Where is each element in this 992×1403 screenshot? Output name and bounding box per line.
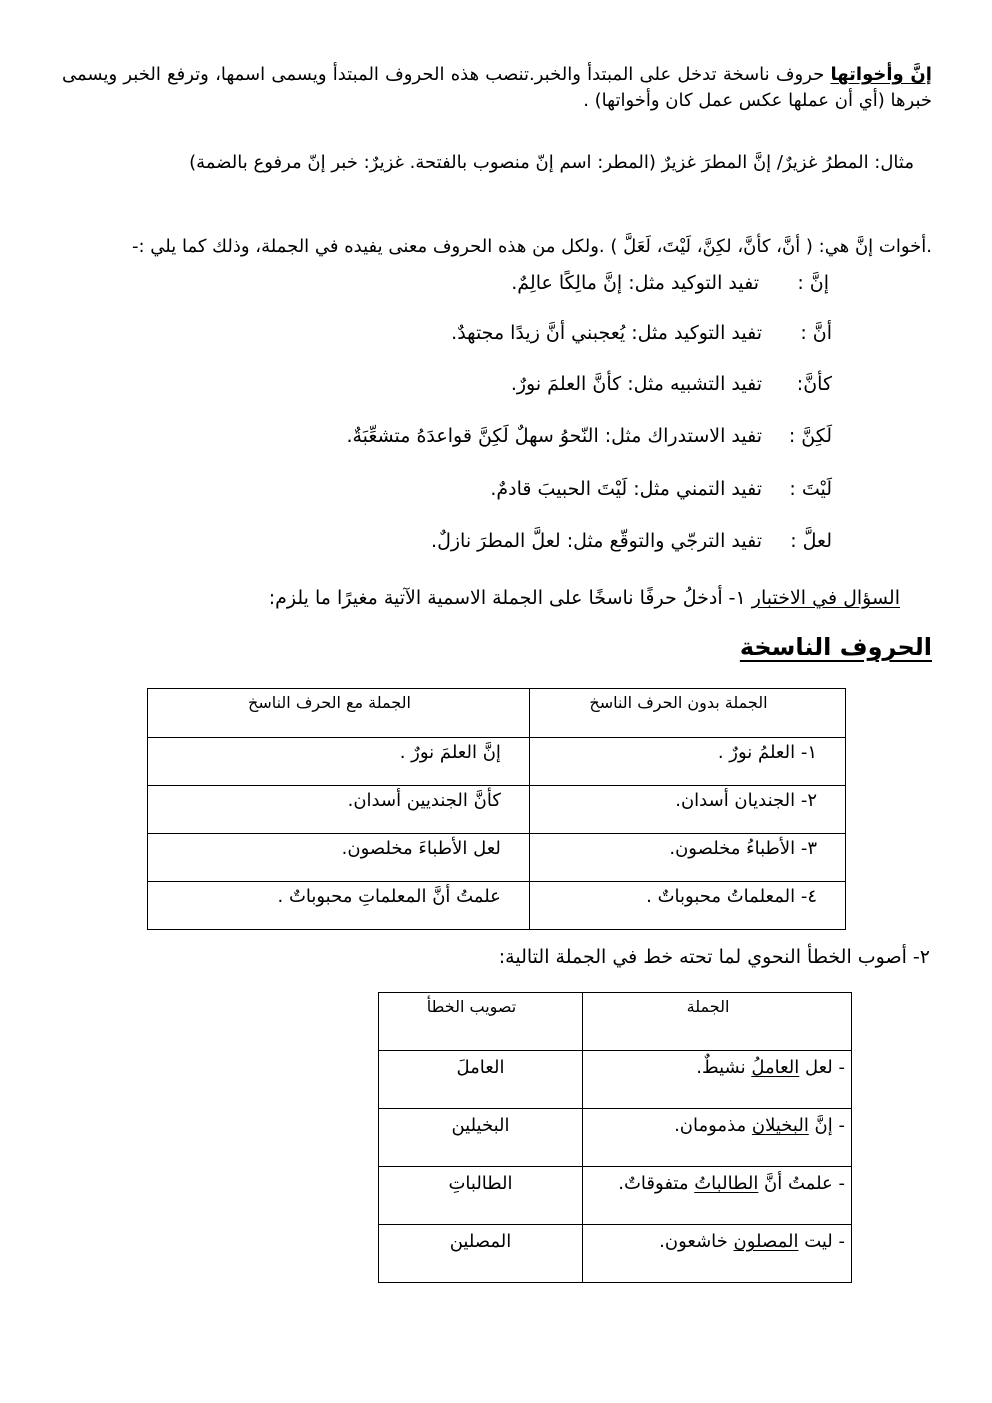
section-heading: الحروف الناسخة [739, 633, 932, 661]
column-header: الجملة [583, 993, 852, 1051]
particle-item: كأنَّ:تفيد التشبيه مثل: كأنَّ العلمَ نورٌ. [510, 373, 832, 395]
sisters-paragraph [58, 232, 932, 261]
particle-item: لَيْتَ :تفيد التمني مثل: لَيْتَ الحبيبَ قادمٌ. [490, 478, 832, 500]
particle-item: إنَّ :تفيد التوكيد مثل: إنَّ مالِكًا عالِمٌ. [511, 272, 829, 294]
table-row: - ليت المصلون خاشعون. المصلين [379, 1225, 852, 1283]
table-row: - إنَّ البخيلان مذمومان. البخيلين [379, 1109, 852, 1167]
table-row: - لعل العاملُ نشيطٌ. العاملَ [379, 1051, 852, 1109]
exam-question [269, 585, 900, 611]
example-paragraph: مثال: المطرُ غزيرٌ/ إنَّ المطرَ غزيرٌ (المطر: اسم إنّ منصوب بالفتحة. غزيرٌ: خبر إنّ مرفوع بالضمة) [189, 152, 914, 173]
particle-item: لَكِنَّ :تفيد الاستدراك مثل: النّحوُ سهلٌ لَكِنَّ قواعدَهُ متشعِّبَةٌ. [346, 425, 832, 447]
table-row: - علمتُ أنَّ الطالباتُ متفوقاتٌ. الطالباتِ [379, 1167, 852, 1225]
table-row: ١- العلمُ نورٌ . إنَّ العلمَ نورٌ . [148, 738, 846, 786]
table-row: ٤- المعلماتُ محبوباتٌ . علمتُ أنَّ المعلماتِ محبوباتٌ . [148, 882, 846, 930]
column-header: الجملة مع الحرف الناسخ [148, 689, 530, 738]
table-row: ٣- الأطباءُ مخلصون. لعل الأطباءَ مخلصون. [148, 834, 846, 882]
column-header: تصويب الخطأ [379, 993, 583, 1051]
nawasikh-table [147, 688, 846, 930]
intro-text: حروف ناسخة تدخل على المبتدأ والخبر.تنصب هذه الحروف المبتدأ ويسمى اسمها، وترفع الخبر ويسمى خبرها (أي أن عملها عكس عمل كان وأخواتها) . [62, 64, 932, 111]
exam-label: السؤال في الاختبار [751, 587, 900, 609]
lesson-title: إنَّ وأخواتها [830, 64, 932, 85]
particle-item: أنَّ :تفيد التوكيد مثل: يُعجبني أنَّ زيدًا مجتهدٌ. [451, 322, 832, 344]
question-2: ٢- أصوب الخطأ النحوي لما تحته خط في الجملة التالية: [498, 946, 930, 968]
column-header: الجملة بدون الحرف الناسخ [529, 689, 845, 738]
intro-paragraph [62, 62, 932, 114]
correction-table [378, 992, 852, 1283]
sisters-text: .أخوات إنَّ هي: ( أنَّ، كأنَّ، لكِنَّ، لَيْتَ، لَعَلَّ ) .ولكل من هذه الحروف معنى يفيده في الجملة، وذلك كما يلي :- [132, 236, 932, 257]
table-row: ٢- الجنديان أسدان. كأنَّ الجنديين أسدان. [148, 786, 846, 834]
exam-q1: ١- أدخلُ حرفًا ناسخًا على الجملة الاسمية الآتية مغيرًا ما يلزم: [268, 587, 746, 609]
particle-item: لعلَّ :تفيد الترجّي والتوقّع مثل: لعلَّ المطرَ نازلٌ. [431, 530, 832, 552]
